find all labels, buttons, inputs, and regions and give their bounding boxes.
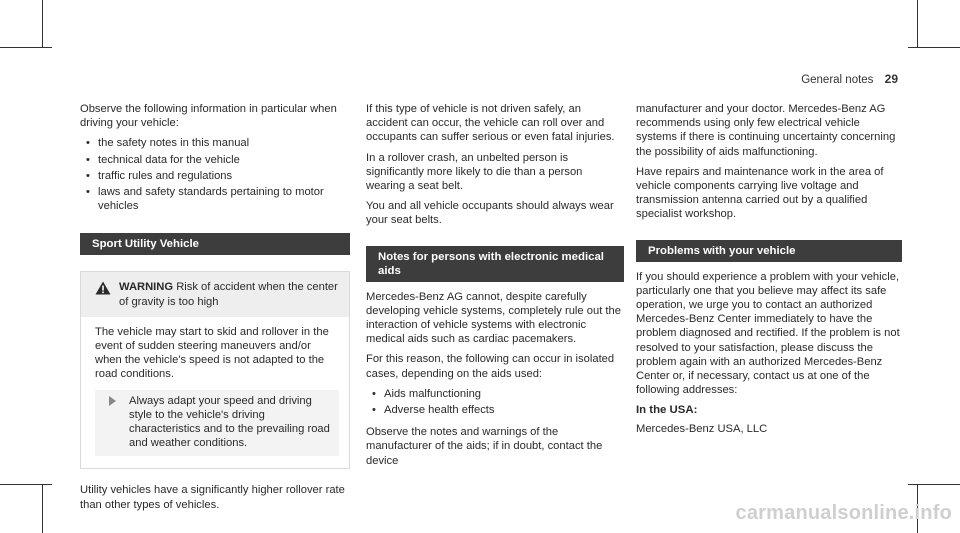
warning-label: WARNING <box>119 281 174 294</box>
bullet-list <box>366 387 624 417</box>
paragraph: Mercedes-Benz AG cannot, despite carefully developing vehicle systems, completely rule out the interaction of vehicle systems with electronic medical aids such as cardiac pacemakers. <box>366 290 621 346</box>
paragraph: In a rollover crash, an unbelted person is significantly more likely to die than a person wearing a seat belt. <box>366 151 583 193</box>
watermark-logo: carmanualsonline.info <box>735 502 952 524</box>
page-header <box>801 72 898 86</box>
crop-mark <box>0 47 52 48</box>
bullet-list <box>80 136 350 213</box>
list-item: • Aids malfunctioning <box>366 387 624 401</box>
list-item: • technical data for the vehicle <box>80 153 350 167</box>
subheading-usa: In the USA: <box>636 404 698 417</box>
paragraph: For this reason, the following can occur in isolated cases, depending on the aids used: <box>366 353 615 380</box>
warning-triangle-icon <box>95 281 111 295</box>
column-3 <box>636 102 902 442</box>
paragraph: manufacturer and your doctor. Mercedes-Benz AG recommends using only few electrical vehicle systems if there is continuing uncertainty concerning the possibility of aids malfunctioning. <box>636 103 896 158</box>
section-heading-problems: Problems with your vehicle <box>636 240 902 262</box>
list-item: • the safety notes in this manual <box>80 136 350 150</box>
column-2 <box>366 102 624 474</box>
paragraph: If this type of vehicle is not driven safely, an accident can occur, the vehicle can roll over and occupants can suffer serious or even fatal injuries. <box>366 103 615 144</box>
warning-header <box>81 272 349 316</box>
intro-paragraph: Observe the following information in particular when driving your vehicle: <box>80 103 337 130</box>
outro-paragraph: Utility vehicles have a significantly higher rollover rate than other types of vehicles. <box>80 484 345 511</box>
paragraph: Observe the notes and warnings of the manufacturer of the aids; if in doubt, contact the device <box>366 426 603 467</box>
warning-body-text: The vehicle may start to skid and rollover in the event of sudden steering maneuvers and/or when the vehicle's speed is not adapted to the road conditions. <box>95 325 329 381</box>
list-item: • traffic rules and regulations <box>80 169 350 183</box>
crop-mark <box>917 0 918 48</box>
arrow-right-icon <box>109 396 116 406</box>
crop-mark <box>908 47 960 48</box>
warning-body <box>81 317 349 469</box>
list-item: • laws and safety standards pertaining to motor vehicles <box>80 185 350 213</box>
paragraph: You and all vehicle occupants should always wear your seat belts. <box>366 200 614 227</box>
paragraph: Mercedes-Benz USA, LLC <box>636 422 768 435</box>
crop-mark <box>42 484 43 533</box>
list-item: • Adverse health effects <box>366 403 624 417</box>
crop-mark <box>908 484 960 485</box>
paragraph: If you should experience a problem with your vehicle, particularly one that you believe may affect its safe operation, we urge you to contact an authorized Mercedes-Benz Center immediately to have the problem diagnosed and rectified. If the problem is not resolved to your satisfaction, please discuss the problem again with an authorized Mercedes-Benz Center or, if necessary, contact us at one of the following addresses: <box>636 270 900 397</box>
tip-text: Always adapt your speed and driving style to the vehicle's driving characteristics and to the prevailing road and weather conditions. <box>129 394 330 450</box>
section-heading-suv: Sport Utility Vehicle <box>80 233 350 255</box>
section-title: General notes <box>801 74 874 86</box>
warning-title: Risk of accident when the center of gravity is too high <box>119 281 338 308</box>
crop-mark <box>42 0 43 48</box>
crop-mark <box>0 484 52 485</box>
page-number: 29 <box>884 72 898 86</box>
column-1 <box>80 102 350 518</box>
warning-box <box>80 271 350 469</box>
paragraph: Have repairs and maintenance work in the area of vehicle components carrying live voltage and transmission antenna carried out by a qualified specialist workshop. <box>636 165 884 221</box>
tip-box <box>95 390 339 457</box>
section-heading-medical-aids: Notes for persons with electronic medical aids <box>366 246 624 282</box>
warning-text <box>95 280 339 308</box>
